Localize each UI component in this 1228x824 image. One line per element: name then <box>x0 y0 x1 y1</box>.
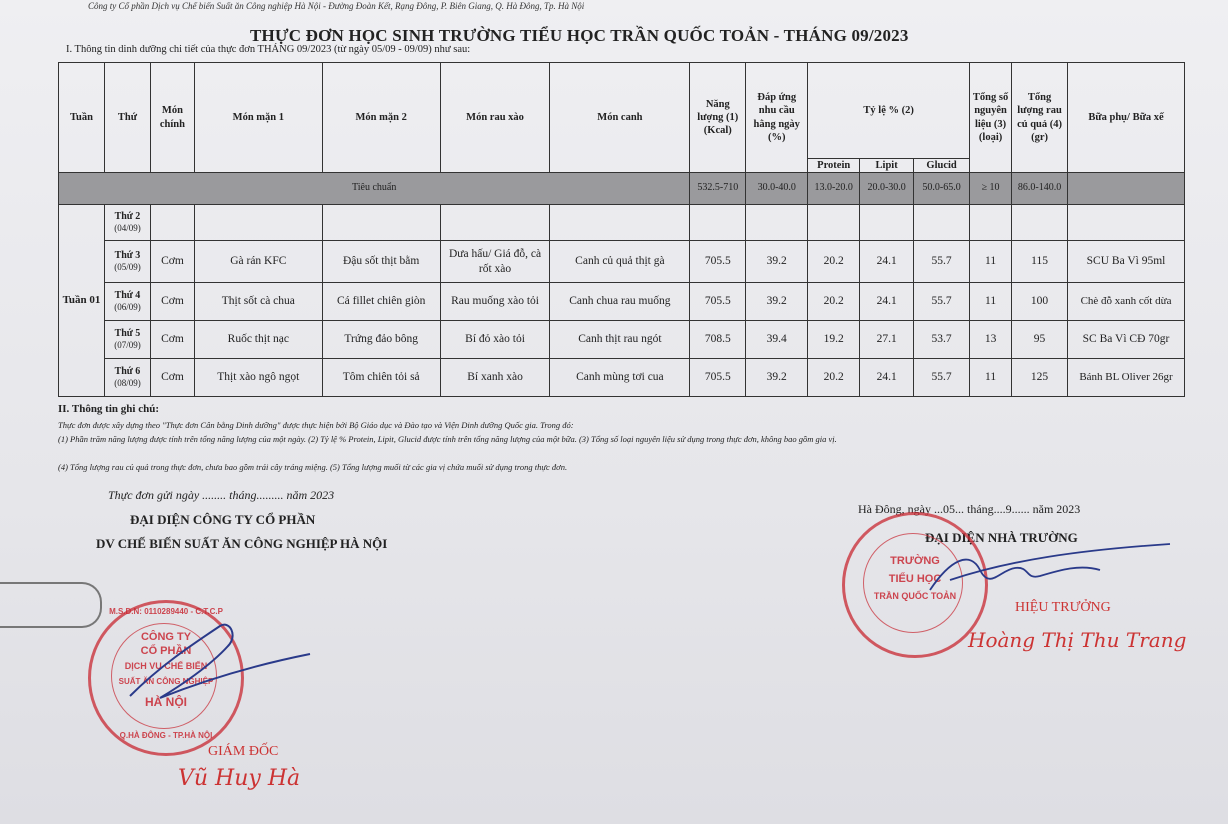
stamp-line: TRẦN QUỐC TOẢN <box>873 591 957 601</box>
header-protein: Protein <box>808 159 860 173</box>
main-cell: Cơm <box>150 241 194 283</box>
stamp-line: TIỂU HỌC <box>888 573 942 585</box>
snack-cell: SCU Ba Vì 95ml <box>1068 241 1185 283</box>
lipit-cell <box>860 205 914 241</box>
company-representative-line2: DV CHẾ BIẾN SUẤT ĂN CÔNG NGHIỆP HÀ NỘI <box>96 536 388 551</box>
standard-meet: 30.0-40.0 <box>746 173 808 205</box>
stamp-ring-text: M.S.D.N: 0110289440 - C.T.C.P <box>109 607 223 616</box>
salty2-cell: Cá fillet chiên giòn <box>322 283 440 321</box>
day-date: (07/09) <box>114 340 141 351</box>
snack-cell <box>1068 205 1185 241</box>
meet-cell: 39.2 <box>746 241 808 283</box>
day-date: (05/09) <box>114 262 141 273</box>
header-glucid: Glucid <box>914 159 970 173</box>
salty1-cell <box>194 205 322 241</box>
snack-cell: Bánh BL Oliver 26gr <box>1068 359 1185 397</box>
energy-cell: 705.5 <box>690 359 746 397</box>
header-soup: Món canh <box>550 63 690 173</box>
meet-cell: 39.4 <box>746 321 808 359</box>
ingredients-cell <box>970 205 1012 241</box>
day-name: Thứ 5 <box>114 327 141 339</box>
ingredients-cell: 11 <box>970 283 1012 321</box>
stamp-line: CỔ PHẦN <box>140 645 192 657</box>
meet-cell <box>746 205 808 241</box>
day-date: (08/09) <box>114 378 141 389</box>
standard-snack <box>1068 173 1185 205</box>
snack-cell: SC Ba Vì CĐ 70gr <box>1068 321 1185 359</box>
protein-cell: 20.2 <box>808 283 860 321</box>
glucid-cell <box>914 205 970 241</box>
standard-vegamount: 86.0-140.0 <box>1012 173 1068 205</box>
ingredients-cell: 11 <box>970 241 1012 283</box>
vegamount-cell: 95 <box>1012 321 1068 359</box>
day-date: (06/09) <box>114 302 141 313</box>
veg-cell: Bí đỏ xào tỏi <box>440 321 550 359</box>
place-date-line: Hà Đông, ngày ...05... tháng....9...... năm 2023 <box>858 502 1081 516</box>
lipit-cell: 24.1 <box>860 283 914 321</box>
glucid-cell: 55.7 <box>914 283 970 321</box>
standard-label: Tiêu chuẩn <box>59 173 690 205</box>
day-cell <box>104 359 150 397</box>
day-date: (04/09) <box>114 223 141 234</box>
note-line-3: (4) Tổng lượng rau củ quả trong thực đơn, chưa bao gồm trái cây tráng miệng. (5) Tổng lượng muối từ các gia vị chứa muối sử dụng trong thực đơn. <box>58 462 568 472</box>
lipit-cell: 24.1 <box>860 359 914 397</box>
veg-cell <box>440 205 550 241</box>
table-row <box>59 241 1185 283</box>
notes-heading: II. Thông tin ghi chú: <box>58 403 159 415</box>
director-title: GIÁM ĐỐC <box>208 744 279 759</box>
page-title: THỰC ĐƠN HỌC SINH TRƯỜNG TIỂU HỌC TRẦN QUỐC TOẢN - THÁNG 09/2023 <box>250 26 909 45</box>
vegamount-cell: 100 <box>1012 283 1068 321</box>
standard-row <box>59 173 1185 205</box>
salty2-cell: Đậu sốt thịt bằm <box>322 241 440 283</box>
company-representative-line1: ĐẠI DIỆN CÔNG TY CỔ PHẦN <box>130 512 316 527</box>
table-row <box>59 321 1185 359</box>
director-signature <box>120 606 320 726</box>
soup-cell: Canh củ quả thịt gà <box>550 241 690 283</box>
day-cell <box>104 241 150 283</box>
header-ingredients: Tổng số nguyên liệu (3) (loại) <box>970 63 1012 173</box>
lipit-cell: 24.1 <box>860 241 914 283</box>
main-cell: Cơm <box>150 283 194 321</box>
section1-heading: I. Thông tin dinh dưỡng chi tiết của thực đơn THÁNG 09/2023 (từ ngày 05/09 - 09/09) như sau: <box>66 44 471 55</box>
glucid-cell: 55.7 <box>914 241 970 283</box>
header-snack: Bữa phụ/ Bữa xế <box>1068 63 1185 173</box>
energy-cell <box>690 205 746 241</box>
header-energy: Năng lượng (1) (Kcal) <box>690 63 746 173</box>
header-salty1: Món mặn 1 <box>194 63 322 173</box>
soup-cell: Canh mùng tơi cua <box>550 359 690 397</box>
header-day: Thứ <box>104 63 150 173</box>
protein-cell: 19.2 <box>808 321 860 359</box>
veg-cell: Bí xanh xào <box>440 359 550 397</box>
note-line-2: (1) Phần trăm năng lượng được tính trên tổng năng lượng của một ngày. (2) Tỷ lệ % Protein, Lipit, Glucid được tính trên tổng năng lượng của một bữa. (3) Tổng số loại nguyên liệu sử dụng trong thực đơn, không bao gồm gia vị. <box>58 434 837 444</box>
snack-cell: Chè đỗ xanh cốt dừa <box>1068 283 1185 321</box>
table-row <box>59 359 1185 397</box>
stamp-line: DỊCH VỤ CHẾ BIẾN <box>124 661 208 671</box>
soup-cell: Canh thịt rau ngót <box>550 321 690 359</box>
paper-clip-icon <box>0 582 102 628</box>
director-name: Vũ Huy Hà <box>178 766 301 791</box>
header-salty2: Món mặn 2 <box>322 63 440 173</box>
stamp-ring-text: Q.HÀ ĐÔNG - TP.HÀ NỘI <box>119 731 213 740</box>
salty1-cell: Gà rán KFC <box>194 241 322 283</box>
soup-cell: Canh chua rau muống <box>550 283 690 321</box>
ingredients-cell: 11 <box>970 359 1012 397</box>
principal-title: HIỆU TRƯỞNG <box>1015 600 1111 615</box>
protein-cell <box>808 205 860 241</box>
glucid-cell: 53.7 <box>914 321 970 359</box>
energy-cell: 705.5 <box>690 283 746 321</box>
stamp-line: TRƯỜNG <box>890 555 940 567</box>
veg-cell: Rau muống xào tỏi <box>440 283 550 321</box>
day-cell <box>104 205 150 241</box>
meet-cell: 39.2 <box>746 359 808 397</box>
protein-cell: 20.2 <box>808 359 860 397</box>
week-label: Tuần 01 <box>59 205 105 397</box>
vegamount-cell <box>1012 205 1068 241</box>
menu-table <box>58 62 1185 397</box>
salty2-cell: Trứng đảo bông <box>322 321 440 359</box>
salty1-cell: Thịt sốt cà chua <box>194 283 322 321</box>
header-ratio: Tỷ lệ % (2) <box>808 63 970 159</box>
protein-cell: 20.2 <box>808 241 860 283</box>
day-name: Thứ 4 <box>114 289 141 301</box>
soup-cell <box>550 205 690 241</box>
company-address-line: Công ty Cổ phần Dịch vụ Chế biến Suất ăn Công nghiệp Hà Nội - Đường Đoàn Kết, Rạng Đông, P. Biên Giang, Q. Hà Đông, Tp. Hà Nội <box>88 1 585 11</box>
salty2-cell: Tôm chiên tỏi sả <box>322 359 440 397</box>
header-lipit: Lipit <box>860 159 914 173</box>
salty2-cell <box>322 205 440 241</box>
day-cell <box>104 321 150 359</box>
header-veg: Món rau xào <box>440 63 550 173</box>
header-week: Tuần <box>59 63 105 173</box>
standard-ingredients: ≥ 10 <box>970 173 1012 205</box>
day-cell <box>104 283 150 321</box>
standard-energy: 532.5-710 <box>690 173 746 205</box>
meet-cell: 39.2 <box>746 283 808 321</box>
note-line-1: Thực đơn được xây dựng theo "Thực đơn Cân bằng Dinh dưỡng" được thực hiện bởi Bộ Giáo dục và Đào tạo và Viện Dinh dưỡng Quốc gia. Trong đó: <box>58 420 574 430</box>
standard-protein: 13.0-20.0 <box>808 173 860 205</box>
school-representative: ĐẠI DIỆN NHÀ TRƯỜNG <box>925 530 1078 545</box>
main-cell: Cơm <box>150 321 194 359</box>
main-cell <box>150 205 194 241</box>
standard-glucid: 50.0-65.0 <box>914 173 970 205</box>
header-main: Món chính <box>150 63 194 173</box>
table-row <box>59 205 1185 241</box>
glucid-cell: 55.7 <box>914 359 970 397</box>
lipit-cell: 27.1 <box>860 321 914 359</box>
table-row <box>59 283 1185 321</box>
veg-cell: Dưa hấu/ Giá đỗ, cà rốt xào <box>440 241 550 283</box>
vegamount-cell: 125 <box>1012 359 1068 397</box>
header-vegamount: Tổng lượng rau củ quả (4) (gr) <box>1012 63 1068 173</box>
stamp-line: HÀ NỘI <box>145 695 187 709</box>
salty1-cell: Thịt xào ngô ngọt <box>194 359 322 397</box>
salty1-cell: Ruốc thịt nạc <box>194 321 322 359</box>
day-name: Thứ 2 <box>114 210 141 222</box>
principal-name: Hoàng Thị Thu Trang <box>968 628 1187 652</box>
sent-date-line: Thực đơn gửi ngày ........ tháng......... năm 2023 <box>108 488 335 502</box>
main-cell: Cơm <box>150 359 194 397</box>
vegamount-cell: 115 <box>1012 241 1068 283</box>
stamp-line: CÔNG TY <box>140 631 192 643</box>
ingredients-cell: 13 <box>970 321 1012 359</box>
stamp-line: SUẤT ĂN CÔNG NGHIỆP <box>118 677 214 686</box>
energy-cell: 708.5 <box>690 321 746 359</box>
energy-cell: 705.5 <box>690 241 746 283</box>
day-name: Thứ 6 <box>114 365 141 377</box>
header-meet: Đáp ứng nhu cầu hằng ngày (%) <box>746 63 808 173</box>
day-name: Thứ 3 <box>114 249 141 261</box>
standard-lipit: 20.0-30.0 <box>860 173 914 205</box>
